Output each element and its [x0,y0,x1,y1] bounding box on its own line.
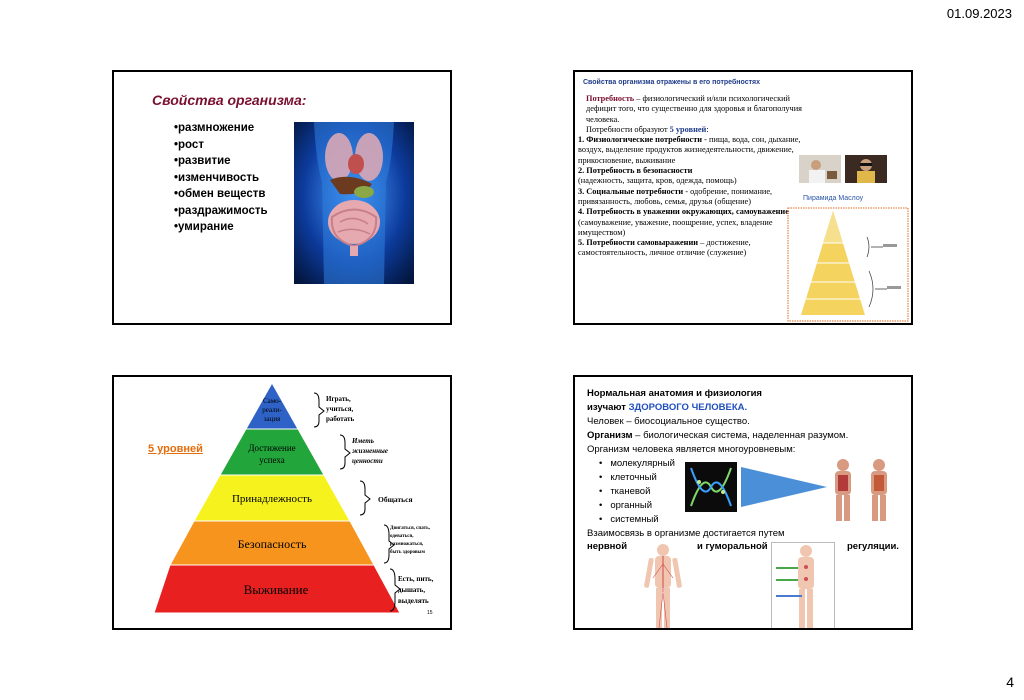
arrow-triangle-icon [741,467,827,507]
five-levels-label: 5 уровней [148,443,203,455]
line-2-highlight: ЗДОРОВОГО ЧЕЛОВЕКА. [628,402,748,413]
properties-list [174,120,268,236]
brace-icon [314,393,324,427]
needs-form-post: : [706,124,709,134]
header-date: 01.09.2023 [946,6,1012,21]
maslow-pyramid-image [787,207,909,322]
line-1: Нормальная анатомия и физиология [587,388,762,399]
list-item: • молекулярный [599,457,907,471]
line-5: Организм человека является многоуровневым: [587,444,796,455]
list-item: • раздражимость [174,203,268,220]
list-item: • рост [174,137,268,154]
slide1-title: Свойства организма: [152,92,307,108]
need-4-title: 4. Потребность в уважении окружающих, самоуважение [578,207,789,217]
level-label: Выживание [243,582,309,597]
slide2-title: Свойства организма отражены в его потребностях [583,79,761,86]
line-4-term: Организм [587,430,633,441]
needs-text [578,94,816,259]
need-1-text: - пища, вода, сон, дыхание, воздух, выделение продуктов жизнедеятельности, движение, прикосновение, выживание [578,135,801,165]
need-4-text: (самоуважение, уважение, поощрение, успех, владение имуществом) [578,217,773,237]
line-6: Взаимосвязь в организме достигается путем [587,528,785,539]
need-term: Потребность [586,94,635,103]
reg-humoral: и гуморальной [697,541,768,552]
brace-icon [340,435,350,469]
need-annotation: Двигаться, спать, одеваться, размножаться, быть здоровым [390,526,431,555]
need-1-title: 1. Физиологические потребности [578,135,703,145]
slide-needs [573,70,913,325]
list-item: • обмен веществ [174,186,268,203]
list-item: • развитие [174,153,268,170]
list-item: • размножение [174,120,268,137]
needs-levels: 5 уровней [669,124,707,134]
page-number: 4 [1006,674,1014,690]
slide-organism-properties [112,70,452,325]
reg-nervous: нервной [587,541,628,552]
photo-person [845,155,887,183]
line-4-rest: – биологическая система, наделенная разумом. [632,430,849,441]
need-3-text: - одобрение, понимание, привязанность, любовь, семья, друзья (общение) [578,186,773,206]
photo-eating [799,155,841,183]
level-label: Безопасность [237,537,307,551]
need-3-title: 3. Социальные потребности [578,186,684,196]
list-item: • тканевой [599,485,907,499]
line-2-pre: изучают [587,402,629,413]
endocrine-system-image [771,542,835,630]
level-label: Принадлежность [231,493,313,505]
reg-end: регуляции. [847,541,899,552]
need-annotation: Иметь жизненные ценности [352,437,389,465]
slide-anatomy-physiology [573,375,913,630]
need-annotation: Общаться [378,495,413,504]
need-2-title: 2. Потребность в безопасности [578,166,693,176]
list-item: • клеточный [599,471,907,485]
dna-image [685,462,737,512]
slide-maslow-pyramid [112,375,452,630]
line-3: Человек – биосоциальное существо. [587,416,750,427]
nervous-system-image [633,542,693,630]
need-definition: – физиологический и/или психологический дефицит того, что существенно для здоровья и благополучия человека. [586,94,802,124]
need-annotation: Есть, пить, дышать, выделять [398,575,434,605]
human-organs-image [827,457,899,523]
list-item: • умирание [174,219,268,236]
brace-icon [360,481,370,515]
slide-number: 15 [427,610,433,616]
list-item: • системный [599,513,907,527]
maslow-caption: Пирамида Маслоу [803,195,864,202]
pyramid-diagram [154,383,450,623]
level-label: Достижение успеха [248,443,296,465]
anatomy-image [294,122,414,284]
list-item: • изменчивость [174,170,268,187]
list-item: • органный [599,499,907,513]
needs-form-pre: Потребности образуют [586,124,670,134]
need-5-title: 5. Потребности самовыражении [578,238,699,248]
need-5-text: – достижение, самостоятельность, личное отличие (служение) [578,238,751,258]
need-annotation: Играть, учиться, работать [326,395,355,423]
level-label: Само-реали-зация [262,397,282,423]
need-2-text: (надежность, защита, кров, одежда, помощь) [578,176,737,186]
